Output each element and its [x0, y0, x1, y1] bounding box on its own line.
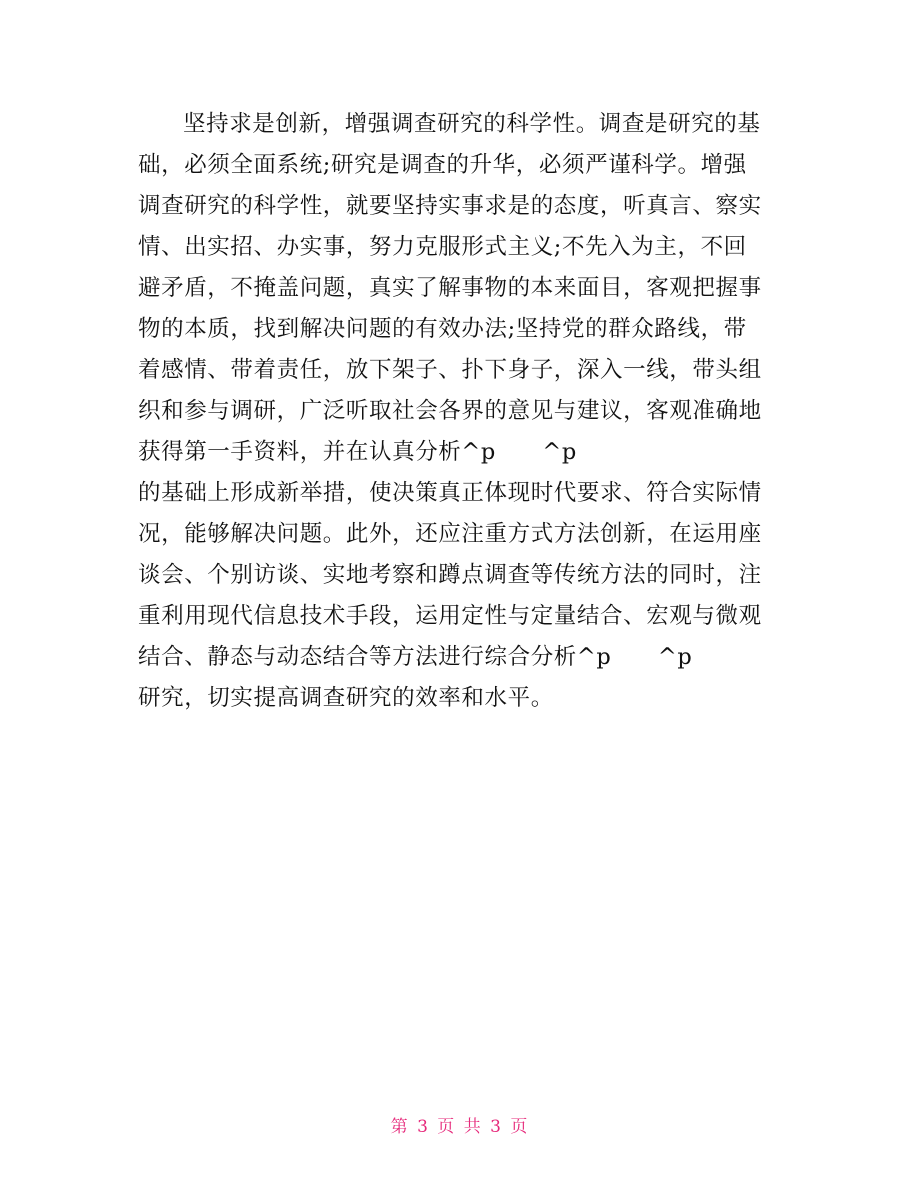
paragraph-line: 情、出实招、办实事，努力克服形式主义;不先入为主，不回: [138, 234, 747, 260]
paragraph-line: 避矛盾，不掩盖问题，真实了解事物的本来面目，客观把握事: [138, 275, 762, 301]
paragraph-line: 坚持求是创新，增强调查研究的科学性。调查是研究的基: [183, 111, 761, 137]
paragraph-line: 物的本质，找到解决问题的有效办法;坚持党的群众路线，带: [138, 316, 747, 342]
paragraph-line: 着感情、带着责任，放下架子、扑下身子，深入一线，带头组: [138, 357, 762, 383]
body-paragraph: [138, 104, 798, 719]
paragraph-line: 织和参与调研，广泛听取社会各界的意见与建议，客观准确地: [138, 398, 762, 424]
page-number-footer: 第 3 页 共 3 页: [390, 1117, 530, 1137]
paragraph-line: 谈会、个别访谈、实地考察和蹲点调查等传统方法的同时，注: [138, 562, 762, 588]
paragraph-line: 重利用现代信息技术手段，运用定性与定量结合、宏观与微观: [138, 603, 762, 629]
paragraph-line: 结合、静态与动态结合等方法进行综合分析^p ^p: [138, 644, 693, 670]
paragraph-line: 调查研究的科学性，就要坚持实事求是的态度，听真言、察实: [138, 193, 762, 219]
paragraph-line: 况，能够解决问题。此外，还应注重方式方法创新，在运用座: [138, 521, 762, 547]
paragraph-line: 获得第一手资料，并在认真分析^p ^p: [138, 439, 577, 465]
paragraph-line: 研究，切实提高调查研究的效率和水平。: [138, 685, 554, 711]
paragraph-line: 的基础上形成新举措，使决策真正体现时代要求、符合实际情: [138, 480, 762, 506]
paragraph-line: 础，必须全面系统;研究是调查的升华，必须严谨科学。增强: [138, 152, 747, 178]
